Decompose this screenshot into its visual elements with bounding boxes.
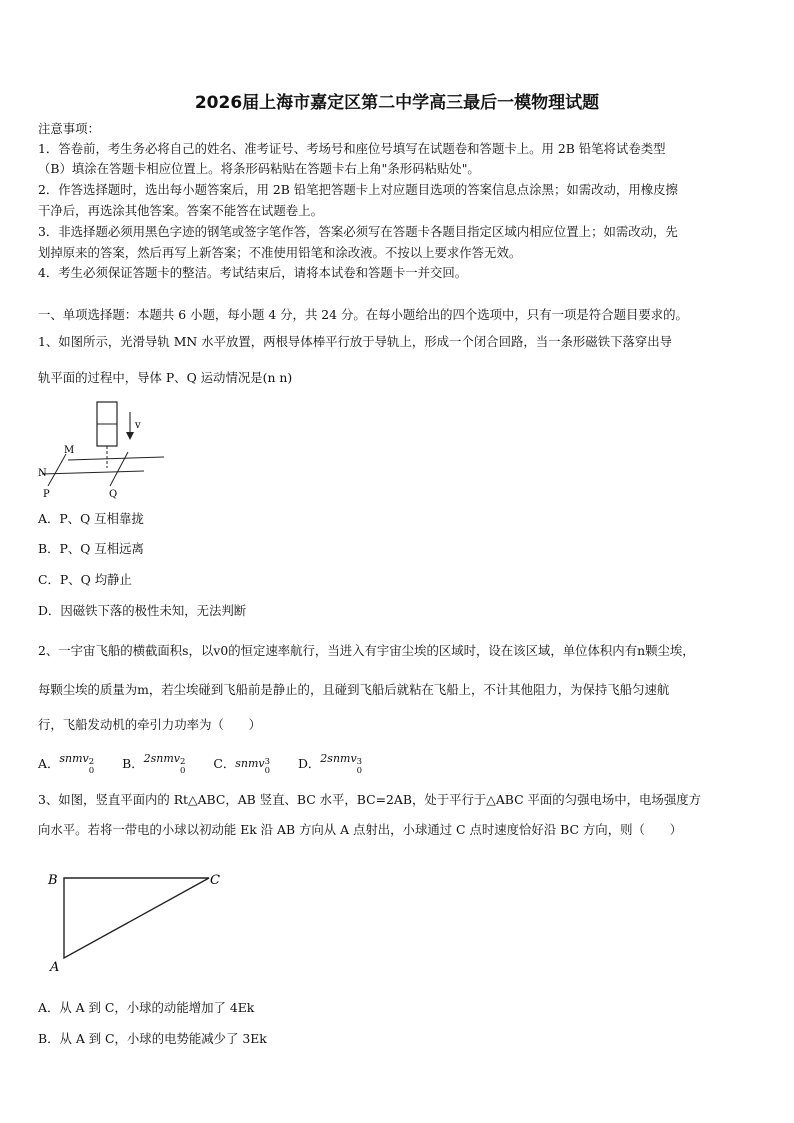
q2-option-b-sub: 0: [179, 766, 186, 776]
rail-M: [68, 457, 164, 460]
q3-option-a: A．从 A 到 C，小球的动能增加了 4Ek: [38, 1000, 255, 1015]
svg-text:N: N: [38, 468, 47, 479]
q2-option-c-expr: snmv: [235, 757, 265, 770]
note-3a: 3．非选择题必须用黑色字迹的钢笔或签字笔作答，答案必须写在答题卡各题目指定区域内相应位置上；如需改动，先: [38, 224, 678, 239]
notes-heading: 注意事项：: [38, 121, 100, 136]
note-2a: 2．作答选择题时，选出每小题答案后，用 2B 铅笔把答题卡上对应题目选项的答案信息点涂黑；如需改动，用橡皮擦: [38, 182, 678, 197]
q2-option-a-label: A．: [38, 756, 60, 771]
q2-option-d-label: D．: [297, 756, 321, 771]
q2-option-c-label: C．: [213, 756, 236, 771]
page-title: 2026届上海市嘉定区第二中学高三最后一模物理试题: [194, 93, 600, 113]
triangle-abc: [64, 878, 209, 958]
q2-option-c-sub: 0: [264, 766, 271, 776]
svg-text:M: M: [64, 445, 75, 456]
q2-option-b-label: B．: [122, 756, 144, 771]
q3-option-b: B．从 A 到 C，小球的电势能减少了 3Ek: [38, 1031, 267, 1046]
note-1a: 1．答卷前，考生务必将自己的姓名、准考证号、考场号和座位号填写在试题卷和答题卡上。用 2B 铅笔将试卷类型: [38, 141, 666, 156]
q2-stem-line1: 2、一宇宙飞船的横截面积s，以v0的恒定速率航行，当进入有宇宙尘埃的区域时，设在该区域，单位体积内有n颗尘埃，: [38, 643, 695, 658]
rod-Q: [110, 452, 128, 486]
q2-stem-line2: 每颗尘埃的质量为m，若尘埃碰到飞船前是静止的，且碰到飞船后就粘在飞船上，不计其他阻力，为保持飞船匀速航: [38, 682, 670, 697]
note-1b: （B）填涂在答题卡相应位置上。将条形码粘贴在答题卡右上角"条形码粘贴处"。: [38, 161, 480, 176]
fig-label-c: C: [210, 873, 220, 888]
fig-label-a: A: [50, 960, 60, 975]
q2-stem-line3: 行，飞船发动机的牵引力功率为（ ）: [38, 717, 262, 732]
q2-option-d-sup: 3: [356, 757, 363, 767]
q3-triangle-figure: [44, 864, 234, 976]
fig-label-b: B: [48, 873, 58, 888]
svg-text:Q: Q: [109, 489, 118, 500]
svg-text:P: P: [43, 489, 50, 500]
section-heading: 一、单项选择题：本题共 6 小题，每小题 4 分，共 24 分。在每小题给出的四个选项中，只有一项是符合题目要求的。: [38, 307, 688, 322]
q2-option-a-expr: snmv: [59, 752, 89, 765]
q2-option-c-sup: 3: [264, 757, 271, 767]
rail-N: [42, 471, 144, 474]
q1-option-b: B．P、Q 互相远离: [38, 541, 144, 556]
q1-option-c: C．P、Q 均静止: [38, 572, 132, 587]
q1-magnet-rails-figure: [36, 398, 176, 503]
rod-P: [48, 454, 66, 486]
fig-label-v: v: [135, 420, 141, 431]
q1-stem-line2: 轨平面的过程中，导体 P、Q 运动情况是(n n): [38, 370, 293, 385]
note-3b: 划掉原来的答案，然后再写上新答案；不准使用铅笔和涂改液。不按以上要求作答无效。: [38, 245, 522, 260]
q3-stem-line1: 3、如图，竖直平面内的 Rt△ABC，AB 竖直、BC 水平，BC=2AB，处于平行于△ABC 平面的匀强电场中，电场强度方: [38, 792, 701, 807]
q2-option-d-expr: 2snmv: [320, 752, 357, 765]
q2-option-d-sub: 0: [356, 766, 363, 776]
q2-options-row: [38, 754, 362, 780]
q1-option-d: D．因磁铁下落的极性未知，无法判断: [38, 603, 247, 618]
q2-option-b-expr: 2snmv: [143, 752, 180, 765]
q2-option-a-sup: 2: [88, 757, 95, 767]
q3-stem-line2: 向水平。若将一带电的小球以初动能 Ek 沿 AB 方向从 A 点射出，小球通过 C 点时速度恰好沿 BC 方向，则（ ）: [38, 822, 683, 837]
note-4: 4．考生必须保证答题卡的整洁。考试结束后，请将本试卷和答题卡一并交回。: [38, 265, 468, 280]
q1-stem-line1: 1、如图所示，光滑导轨 MN 水平放置，两根导体棒平行放于导轨上，形成一个闭合回路，当一条形磁铁下落穿出导: [38, 334, 673, 349]
note-2b: 干净后，再选涂其他答案。答案不能答在试题卷上。: [38, 203, 323, 218]
q2-option-a-sub: 0: [88, 766, 95, 776]
q2-option-b-sup: 2: [179, 757, 186, 767]
q1-option-a: A．P、Q 互相靠拢: [38, 511, 144, 526]
